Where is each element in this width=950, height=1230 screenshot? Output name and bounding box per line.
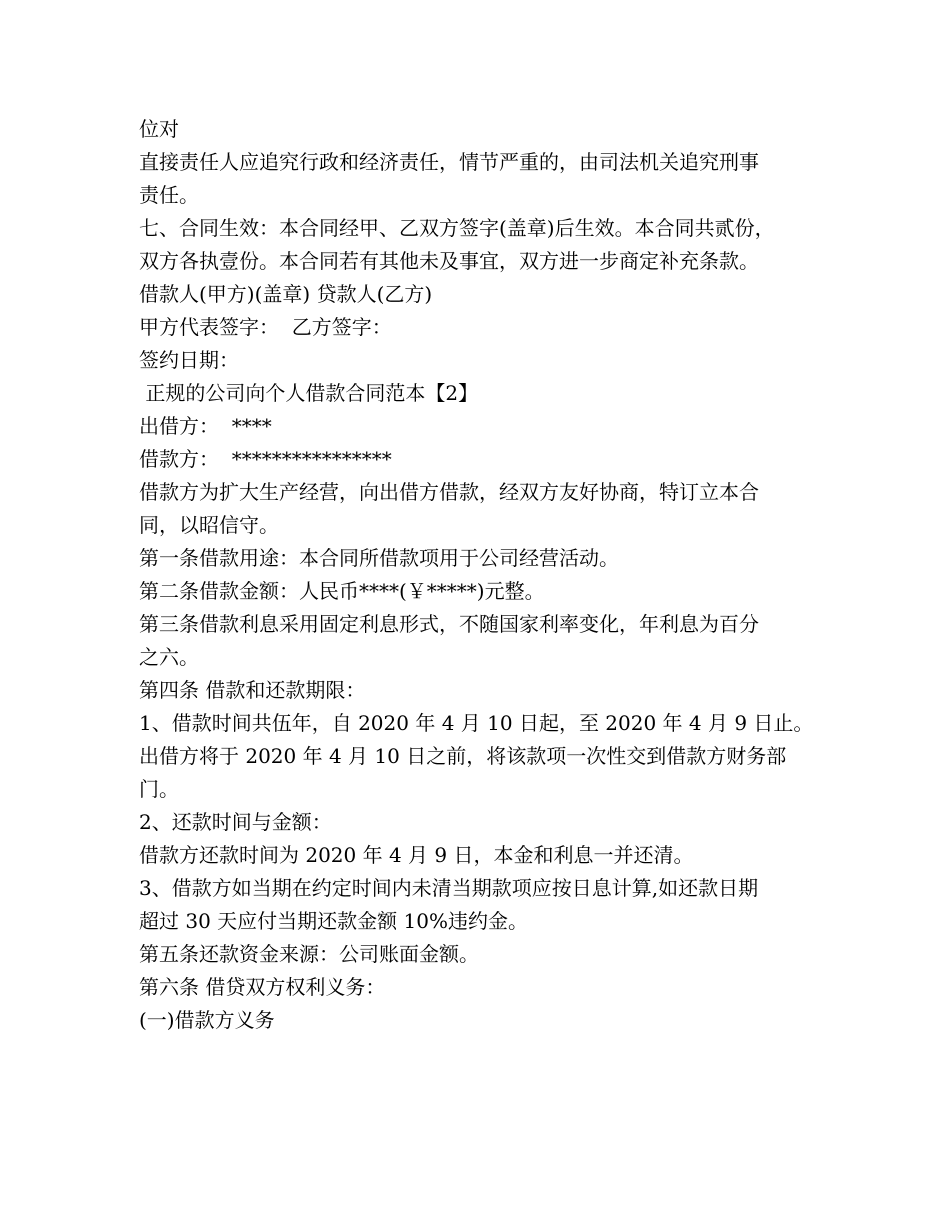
- text-line: 同，以昭信守。: [139, 513, 279, 537]
- text-line: 出借方将于 2020 年 4 月 10 日之前，将该款项一次性交到借款方财务部: [139, 744, 787, 768]
- article-6: 第六条 借贷双方权利义务：: [139, 975, 386, 999]
- text-line: 2、还款时间与金额：: [139, 810, 332, 834]
- article-3: 第三条借款利息采用固定利息形式，不随国家利率变化，年利息为百分: [139, 612, 759, 636]
- signature-parties: 借款人(甲方)(盖章) 贷款人(乙方): [139, 282, 433, 306]
- text-line: 借款方还款时间为 2020 年 4 月 9 日，本金和利息一并还清。: [139, 843, 694, 867]
- text-line: 借款方为扩大生产经营，向出借方借款，经双方友好协商，特订立本合: [139, 480, 759, 504]
- borrower-line: 借款方： ****************: [139, 447, 392, 471]
- signing-date: 签约日期：: [139, 348, 239, 372]
- article-4: 第四条 借款和还款期限：: [139, 678, 366, 702]
- text-line: 之六。: [139, 645, 199, 669]
- text-line: 责任。: [139, 183, 199, 207]
- article-2: 第二条借款金额：人民币****(￥*****)元整。: [139, 579, 545, 603]
- clause-7-title: 七、合同生效：本合同经甲、乙双方签字(盖章)后生效。本合同共贰份，: [139, 216, 775, 240]
- text-line: 位对: [139, 117, 179, 141]
- article-5: 第五条还款资金来源：公司账面金额。: [139, 942, 479, 966]
- subsection-title: (一)借款方义务: [139, 1008, 275, 1032]
- signature-line: 甲方代表签字： 乙方签字：: [139, 315, 392, 339]
- section-title: 正规的公司向个人借款合同范本【2】: [139, 381, 479, 405]
- text-line: 超过 30 天应付当期还款金额 10%违约金。: [139, 909, 528, 933]
- text-line: 直接责任人应追究行政和经济责任，情节严重的，由司法机关追究刑事: [139, 150, 759, 174]
- text-line: 3、借款方如当期在约定时间内未清当期款项应按日息计算,如还款日期: [139, 876, 759, 900]
- article-1: 第一条借款用途：本合同所借款项用于公司经营活动。: [139, 546, 619, 570]
- text-line: 1、借款时间共伍年，自 2020 年 4 月 10 日起，至 2020 年 4 月 9 日止。: [139, 711, 814, 735]
- text-line: 门。: [139, 777, 179, 801]
- lender-line: 出借方： ****: [139, 414, 272, 438]
- document-page: [139, 113, 829, 1037]
- text-line: 双方各执壹份。本合同若有其他未及事宜，双方进一步商定补充条款。: [139, 249, 759, 273]
